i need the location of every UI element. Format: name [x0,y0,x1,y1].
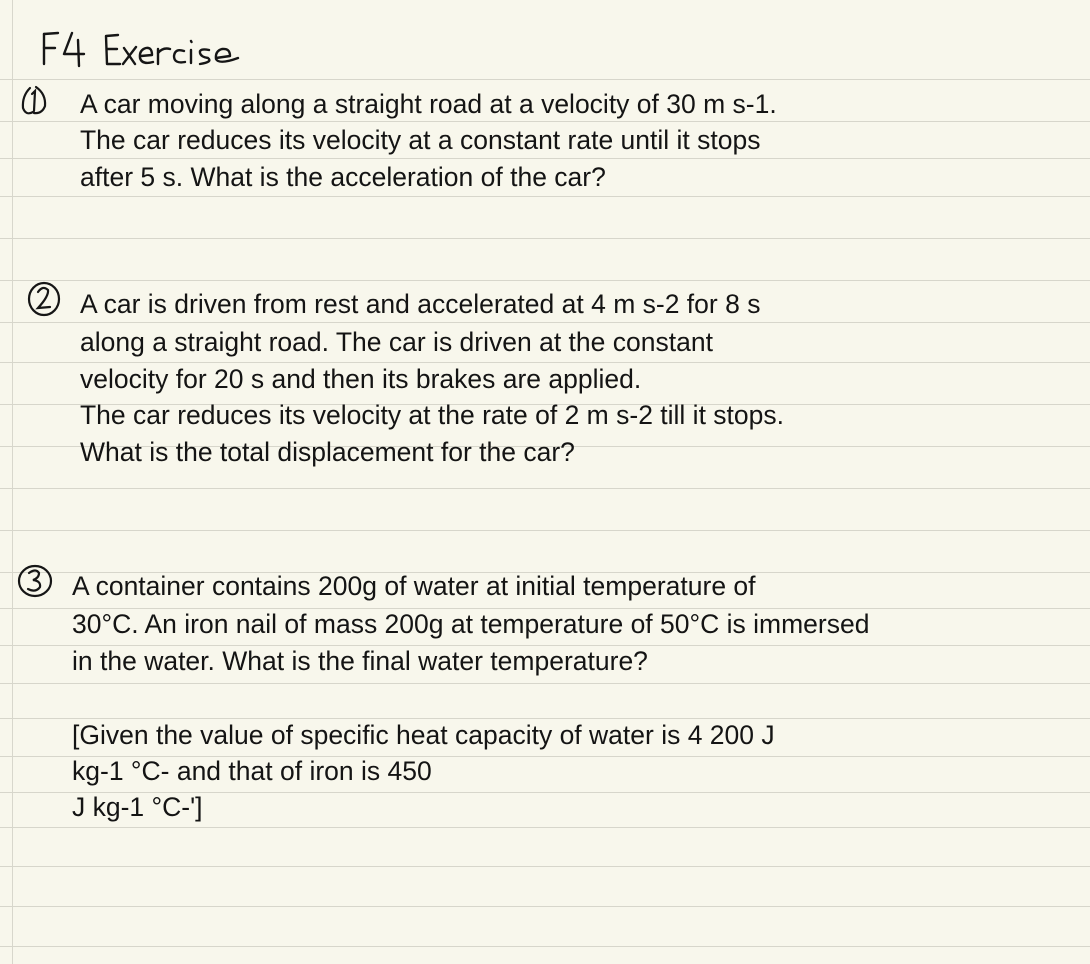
given-line-3: J kg-1 °C-'] [72,792,203,822]
ruled-line [0,196,1090,197]
ruled-line [0,280,1090,281]
question-3-line-2: 30°C. An iron nail of mass 200g at temperature of 50°C is immersed [72,609,870,639]
given-line-2: kg-1 °C- and that of iron is 450 [72,756,432,786]
ruled-line [0,121,1090,122]
ruled-line [0,488,1090,489]
ruled-line [0,158,1090,159]
ruled-line [0,238,1090,239]
ruled-line [0,906,1090,907]
question-1-line-2: The car reduces its velocity at a constant rate until it stops [80,125,761,155]
ruled-line [0,866,1090,867]
given-line-1: [Given the value of specific heat capacity of water is 4 200 J [72,720,775,750]
ruled-line [0,827,1090,828]
question-2-line-5: What is the total displacement for the car? [80,437,575,467]
question-2-line-1: A car is driven from rest and accelerated at 4 m s-2 for 8 s [80,289,761,319]
ruled-line [0,946,1090,947]
question-number-circle [18,82,60,124]
question-2-line-2: along a straight road. The car is driven at the constant [80,327,713,357]
question-3-line-3: in the water. What is the final water temperature? [72,646,648,676]
ruled-line [0,530,1090,531]
margin-line [12,0,13,964]
ruled-line [0,683,1090,684]
ruled-line [0,322,1090,323]
question-2-line-4: The car reduces its velocity at the rate of 2 m s-2 till it stops. [80,400,784,430]
question-1-line-3: after 5 s. What is the acceleration of the car? [80,162,606,192]
question-number-circle [14,561,56,603]
handwritten-title [34,20,294,80]
question-number-circle [24,278,66,320]
question-2-line-3: velocity for 20 s and then its brakes are applied. [80,364,642,394]
question-1-line-1: A car moving along a straight road at a velocity of 30 m s-1. [80,89,777,119]
question-3-line-1: A container contains 200g of water at initial temperature of [72,571,756,601]
